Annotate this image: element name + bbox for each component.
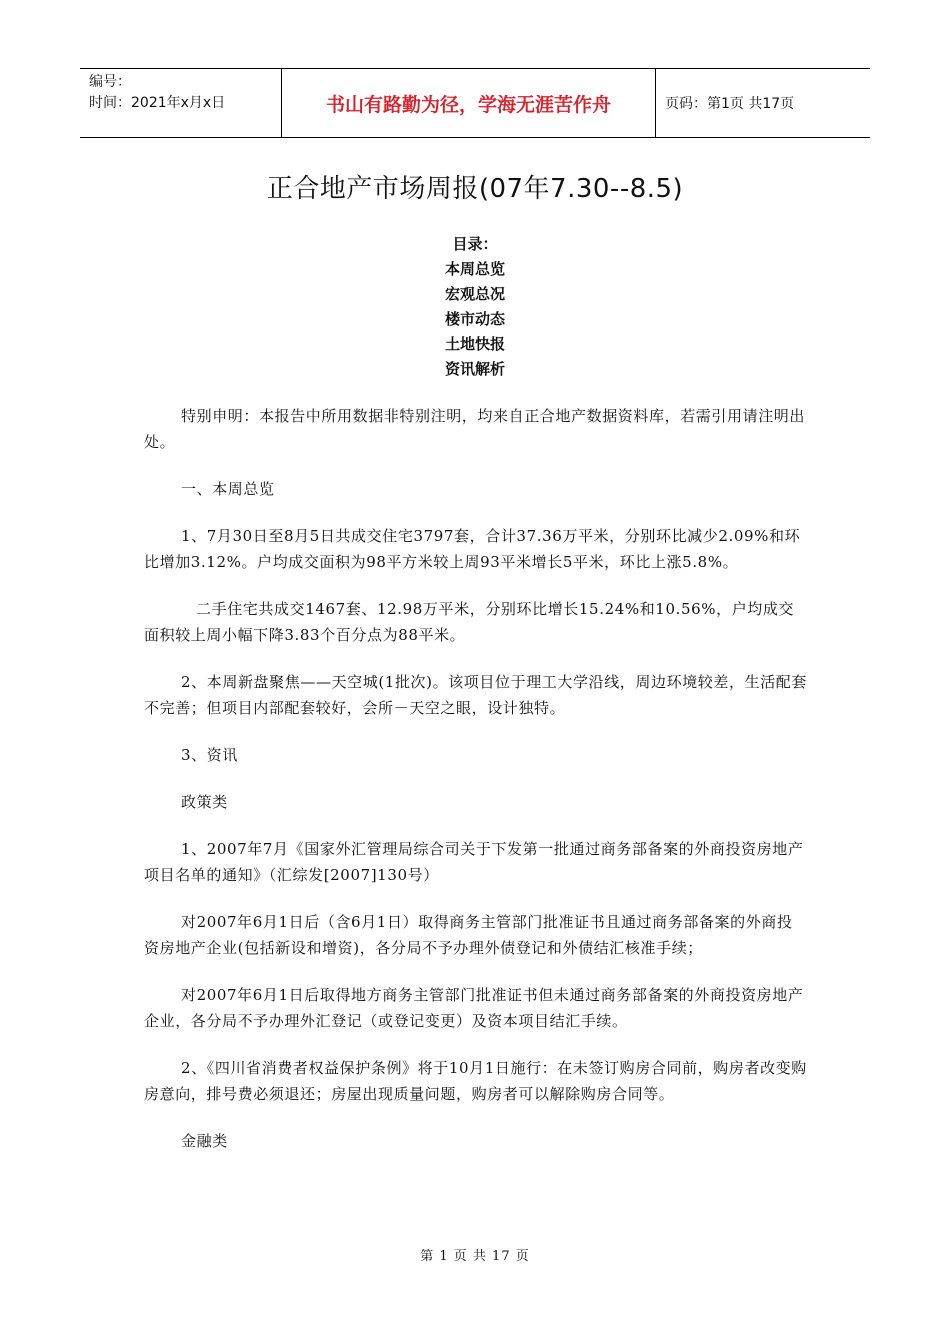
- paragraph-policy-1b: 对2007年6月1日后取得地方商务主管部门批准证书但未通过商务部备案的外商投资房地产企业，各分局不予办理外汇登记（或登记变更）及资本项目结汇手续。: [144, 986, 804, 1030]
- toc-item-news: 资讯解析: [444, 360, 505, 378]
- disclaimer-paragraph: 特别申明：本报告中所用数据非特别注明，均来自正合地产数据资料库，若需引用请注明出处。: [144, 407, 806, 451]
- document-number-label: 编号：: [89, 74, 131, 90]
- document-title: 正合地产市场周报(07年7.30--8.5): [266, 174, 684, 204]
- document-time-label: 时间：2021年x月x日: [89, 95, 226, 111]
- section-heading-news: 3、资讯: [181, 746, 238, 764]
- document-body: [144, 403, 808, 1175]
- subheading-policy: 政策类: [181, 793, 228, 811]
- paragraph-policy-1a: 对2007年6月1日后（含6月1日）取得商务主管部门批准证书且通过商务部备案的外商投资房地产企业(包括新设和增资)，各分局不予办理外债登记和外债结汇核准手续；: [144, 913, 793, 957]
- toc-item-land: 土地快报: [444, 335, 505, 353]
- section-heading-overview: 一、本周总览: [181, 480, 275, 498]
- toc-heading: 目录：: [452, 235, 498, 253]
- header-meta: [80, 69, 281, 137]
- toc-item-market: 楼市动态: [444, 310, 505, 328]
- paragraph-new-homes: 1、7月30日至8月5日共成交住宅3797套，合计37.36万平米，分别环比减少2.09%和环比增加3.12%。户均成交面积为98平方米较上周93平米增长5平米，环比上涨5.8%。: [144, 527, 801, 571]
- subheading-finance: 金融类: [181, 1132, 228, 1150]
- page-footer: 第 1 页 共 17 页: [420, 1249, 530, 1264]
- paragraph-new-project: 2、本周新盘聚焦——天空城(1批次)。该项目位于理工大学沿线，周边环境较差，生活配套不完善；但项目内部配套较好，会所－天空之眼，设计独特。: [144, 673, 807, 717]
- page-header: [80, 68, 870, 138]
- header-motto: 书山有路勤为径，学海无涯苦作舟: [281, 69, 656, 137]
- toc-item-overview: 本周总览: [444, 260, 505, 278]
- toc-item-macro: 宏观总况: [444, 285, 505, 303]
- header-page-info: 页码：第1页 共17页: [665, 96, 795, 112]
- table-of-contents: [0, 232, 950, 382]
- paragraph-policy-2: 2、《四川省消费者权益保护条例》将于10月1日施行：在未签订购房合同前，购房者改变购房意向，排号费必须退还；房屋出现质量问题，购房者可以解除购房合同等。: [144, 1059, 807, 1103]
- paragraph-second-hand: 二手住宅共成交1467套、12.98万平米，分别环比增长15.24%和10.56%，户均成交面积较上周小幅下降3.83个百分点为88平米。: [144, 600, 795, 644]
- paragraph-policy-1: 1、2007年7月《国家外汇管理局综合司关于下发第一批通过商务部备案的外商投资房地产项目名单的通知》（汇综发[2007]130号）: [144, 840, 804, 884]
